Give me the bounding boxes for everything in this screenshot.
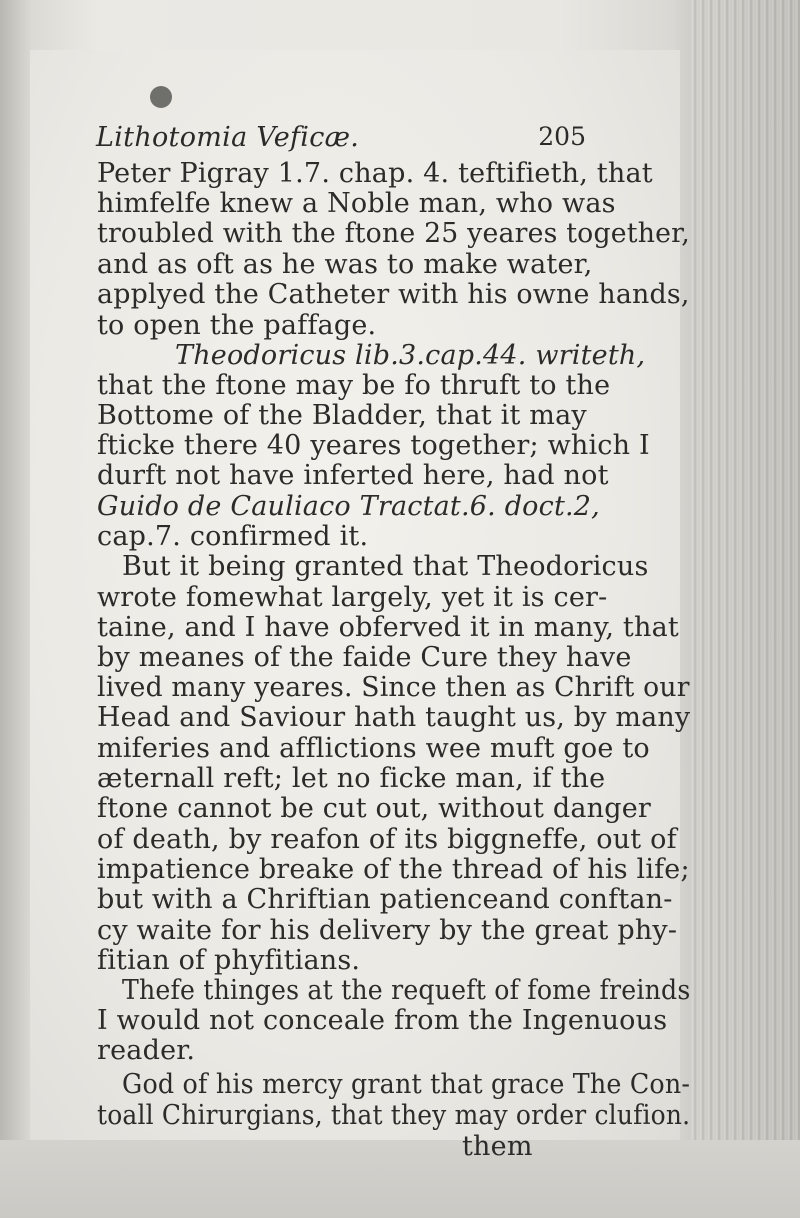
- page-number: 205: [538, 122, 586, 151]
- text-line: but with a Chriftian patienceand conftan-: [97, 884, 673, 915]
- text-line: cap.7. confirmed it.: [97, 521, 369, 552]
- text-line: applyed the Catheter with his owne hands,: [97, 279, 690, 310]
- text-line: by meanes of the faide Cure they have: [97, 642, 632, 673]
- page-bottom-margin: [0, 1140, 800, 1218]
- text-line: that the ftone may be fo thruft to the: [97, 370, 611, 401]
- text-line: miferies and afflictions wee muft goe to: [97, 733, 650, 764]
- text-line: impatience breake of the thread of his life;: [97, 854, 690, 885]
- text-line: himfelfe knew a Noble man, who was: [97, 188, 616, 219]
- text-line: lived many yeares. Since then as Chrift our: [97, 672, 690, 703]
- text-line: æternall reft; let no ficke man, if the: [97, 763, 606, 794]
- text-line: Bottome of the Bladder, that it may: [97, 400, 587, 431]
- text-line: God of his mercy grant that grace The Con-: [122, 1069, 691, 1100]
- text-line: fitian of phyfitians.: [97, 945, 361, 976]
- text-line: cy waite for his delivery by the great phy-: [97, 915, 678, 946]
- text-line: Theodoricus lib.3.cap.44. writeth,: [175, 340, 646, 371]
- text-line: durft not have inferted here, had not: [97, 460, 609, 491]
- text-line: ftone cannot be cut out, without danger: [97, 793, 651, 824]
- text-line: wrote fomewhat largely, yet it is cer-: [97, 582, 608, 613]
- text-line: But it being granted that Theodoricus: [122, 551, 649, 582]
- text-line: troubled with the ftone 25 yeares together,: [97, 218, 690, 249]
- text-line: of death, by reafon of its biggneffe, out of: [97, 824, 677, 855]
- text-line: Head and Saviour hath taught us, by many: [97, 702, 691, 733]
- text-line: and as oft as he was to make water,: [97, 249, 593, 280]
- running-title: Lithotomia Veficæ.: [96, 122, 360, 153]
- text-line: to open the paffage.: [97, 310, 377, 341]
- text-line: reader.: [97, 1035, 196, 1066]
- text-line: Peter Pigray 1.7. chap. 4. teftifieth, that: [97, 158, 653, 189]
- text-line: I would not conceale from the Ingenuous: [97, 1005, 668, 1036]
- text-line: taine, and I have obferved it in many, that: [97, 612, 679, 643]
- page-edges: [690, 0, 800, 1218]
- text-line: toall Chirurgians, that they may order clufion.: [97, 1100, 691, 1131]
- page-header: [96, 122, 586, 162]
- text-line: them: [462, 1131, 533, 1162]
- text-line: Thefe thinges at the requeft of fome freinds: [122, 975, 691, 1006]
- ornament-mark: [150, 86, 172, 108]
- text-line: fticke there 40 yeares together; which I: [97, 430, 650, 461]
- text-line: Guido de Cauliaco Tractat.6. doct.2,: [97, 491, 600, 522]
